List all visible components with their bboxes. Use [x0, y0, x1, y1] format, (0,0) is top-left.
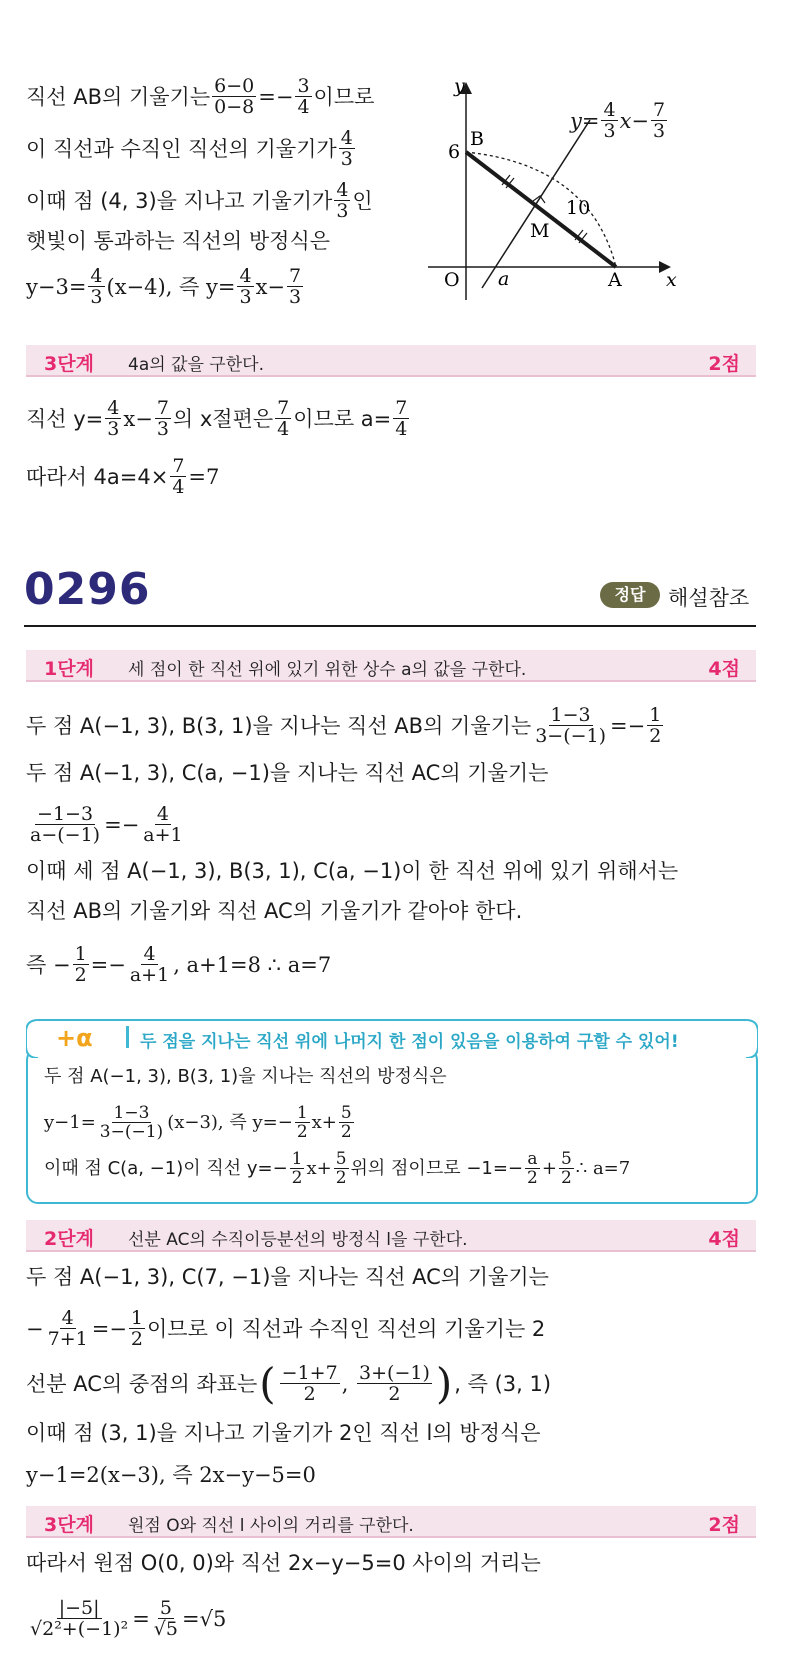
s3a-line-1: 직선 y= $\frac{4}{3}$ x− $\frac{7}{3}$ 의 x절편은 $\frac{7}{4}$ 이므로 a= $\frac{7}{4}$	[26, 397, 408, 440]
s2-line-2: − $\frac{4}{7+1}$ =− $\frac{1}{2}$ 이므로 이 직선과 수직인 직선의 기울기는 2	[26, 1307, 546, 1350]
fraction: $\frac{4}{3}$	[239, 265, 252, 308]
divider	[24, 625, 756, 627]
fraction: $\frac{4}{a+1}$	[143, 803, 183, 846]
fraction: $\frac{4}{3}$	[603, 99, 616, 142]
step-header	[26, 1506, 756, 1538]
fraction: $\frac{4}{3}$	[336, 179, 349, 222]
s2-line-3: 선분 AC의 중점의 좌표는 ( $\frac{-1+7}{2}$ , $\frac{3+(-1)}{2}$ ) , 즉 (3, 1)	[26, 1358, 552, 1408]
tip-title: 두 점을 지나는 직선 위에 나머지 한 점이 있음을 이용하여 구할 수 있어!	[140, 1032, 679, 1052]
fraction: $\frac{7}{4}$	[395, 397, 408, 440]
tip-line-1: 두 점 A(−1, 3), B(3, 1)을 지나는 직선의 방정식은	[44, 1066, 447, 1087]
point-m-label: M	[530, 220, 550, 242]
fraction: $\frac{3}{4}$	[297, 75, 310, 118]
s2-line-5: y−1=2(x−3), 즉 2x−y−5=0	[26, 1463, 316, 1487]
step-header	[26, 345, 756, 377]
point-b-label: B	[470, 128, 484, 150]
length-label: 10	[566, 197, 591, 219]
step-description: 4a의 값을 구한다.	[128, 355, 264, 375]
step-label: 3단계	[44, 1514, 94, 1536]
s1-line-4: 이때 세 점 A(−1, 3), B(3, 1), C(a, −1)이 한 직선 위에 있기 위해서는	[26, 859, 679, 883]
s1-line-3: $\frac{-1-3}{a-(-1)}$ =− $\frac{4}{a+1}$	[30, 803, 183, 846]
s2-line-4: 이때 점 (3, 1)을 지나고 기울기가 2인 직선 l의 방정식은	[26, 1421, 541, 1445]
step-description: 선분 AC의 수직이등분선의 방정식 l을 구한다.	[128, 1230, 468, 1250]
fraction: $\frac{7}{3}$	[653, 99, 666, 142]
fraction: $\frac{7}{3}$	[289, 265, 302, 308]
top-line-2: 이 직선과 수직인 직선의 기울기가 $\frac{4}{3}$	[26, 127, 353, 170]
answer-text: 해설참조	[668, 586, 750, 610]
fraction: $\frac{4}{3}$	[340, 127, 353, 170]
fraction: $\frac{1}{2}$	[74, 943, 87, 986]
top-line-5: y−3= $\frac{4}{3}$ (x−4), 즉 y= $\frac{4}{3}$ x− $\frac{7}{3}$	[26, 265, 302, 308]
tip-line-2: y−1= $\frac{1-3}{3-(-1)}$ (x−3), 즉 y=− $\frac{1}{2}$ x+ $\frac{5}{2}$	[44, 1103, 352, 1142]
step-points: 2점	[708, 353, 740, 375]
y-intercept-label: 6	[448, 141, 461, 163]
fraction: $\frac{4}{a+1}$	[129, 943, 170, 986]
point-a-label: A	[608, 269, 622, 291]
top-line-3: 이때 점 (4, 3)을 지나고 기울기가 $\frac{4}{3}$ 인	[26, 179, 373, 222]
fraction: $\frac{4}{3}$	[107, 397, 120, 440]
fraction: $\frac{6-0}{0-8}$	[214, 75, 255, 118]
right-paren: )	[435, 1358, 453, 1408]
s1-line-2: 두 점 A(−1, 3), C(a, −1)을 지나는 직선 AC의 기울기는	[26, 761, 549, 785]
top-line-4: 햇빛이 통과하는 직선의 방정식은	[26, 229, 331, 253]
fraction: $\frac{1}{2}$	[296, 1103, 308, 1142]
fraction: $\frac{3+(-1)}{2}$	[359, 1362, 430, 1405]
fraction: $\frac{a}{2}$	[527, 1149, 538, 1188]
step-label: 2단계	[44, 1228, 94, 1250]
comma: ,	[341, 1371, 356, 1396]
problem-number: 0296	[24, 564, 151, 615]
s3b-line-1: 따라서 원점 O(0, 0)와 직선 2x−y−5=0 사이의 거리는	[26, 1551, 541, 1575]
fraction: $\frac{1}{2}$	[130, 1307, 144, 1350]
step-points: 4점	[708, 1228, 740, 1250]
text: 직선 AB의 기울기는	[26, 84, 211, 109]
step-description: 원점 O와 직선 l 사이의 거리를 구한다.	[128, 1516, 414, 1536]
fraction: $\frac{5}{√5}$	[153, 1597, 178, 1640]
step-points: 2점	[708, 1514, 740, 1536]
answer-badge: 정답	[600, 582, 660, 608]
step-label: 3단계	[44, 353, 94, 375]
origin-label: O	[444, 269, 460, 291]
fraction: $\frac{7}{3}$	[156, 397, 169, 440]
fraction: $\frac{5}{2}$	[335, 1149, 347, 1188]
fraction: $\frac{1-3}{3-(-1)}$	[99, 1103, 164, 1142]
fraction: $\frac{|-5|}{\text{√2²+(−1)²}}$	[30, 1597, 129, 1640]
segment-ab	[466, 152, 616, 267]
step-label: 1단계	[44, 658, 94, 680]
plus-alpha-icon: +α	[56, 1024, 93, 1052]
fraction: $\frac{7}{4}$	[277, 397, 290, 440]
tip-header	[26, 1018, 758, 1058]
x-axis-label: x	[666, 269, 677, 291]
s1-line-6: 즉 − $\frac{1}{2}$ =− $\frac{4}{a+1}$ , a+1=8 ∴ a=7	[26, 943, 332, 986]
step-points: 4점	[708, 658, 740, 680]
fraction: $\frac{5}{2}$	[560, 1149, 572, 1188]
fraction: $\frac{1-3}{3-(-1)}$	[535, 704, 607, 747]
x-intercept-label: a	[498, 268, 510, 290]
fraction: $\frac{1}{2}$	[291, 1149, 303, 1188]
left-paren: (	[259, 1358, 276, 1408]
step-description: 세 점이 한 직선 위에 있기 위한 상수 a의 값을 구한다.	[128, 660, 527, 680]
fraction: $\frac{7}{4}$	[172, 455, 185, 498]
fraction: $\frac{4}{7+1}$	[47, 1307, 88, 1350]
s3a-line-2: 따라서 4a=4× $\frac{7}{4}$ =7	[26, 455, 220, 498]
tip-separator	[126, 1026, 129, 1048]
graph-equation: y= $\frac{4}{3}$ x− $\frac{7}{3}$	[570, 99, 666, 142]
fraction: $\frac{4}{3}$	[90, 265, 103, 308]
top-line-1: 직선 AB의 기울기는 $\frac{6-0}{0-8}$ =− $\frac{3}{4}$ 이므로	[26, 75, 375, 118]
fraction: $\frac{-1-3}{a-(-1)}$	[30, 803, 101, 846]
fraction: $\frac{1}{2}$	[649, 704, 662, 747]
y-axis-label: y	[454, 75, 465, 97]
fraction: $\frac{-1+7}{2}$	[281, 1362, 338, 1405]
s1-line-5: 직선 AB의 기울기와 직선 AC의 기울기가 같아야 한다.	[26, 899, 523, 923]
s1-line-1: 두 점 A(−1, 3), B(3, 1)을 지나는 직선 AB의 기울기는 $\frac{1-3}{3-(-1)}$ =− $\frac{1}{2}$	[26, 704, 662, 747]
tip-line-3: 이때 점 C(a, −1)이 직선 y=− $\frac{1}{2}$ x+ $\frac{5}{2}$ 위의 점이므로 −1=− $\frac{a}{2}$ + $\frac{5}{2}$ ∴ a=7	[44, 1149, 631, 1188]
fraction: $\frac{5}{2}$	[340, 1103, 352, 1142]
step-header	[26, 1220, 756, 1252]
step-header	[26, 650, 756, 682]
s2-line-1: 두 점 A(−1, 3), C(7, −1)을 지나는 직선 AC의 기울기는	[26, 1265, 549, 1289]
s3b-line-2: $\frac{|-5|}{\text{√2²+(−1)²}}$ = $\frac{5}{√5}$ =√5	[30, 1597, 227, 1640]
